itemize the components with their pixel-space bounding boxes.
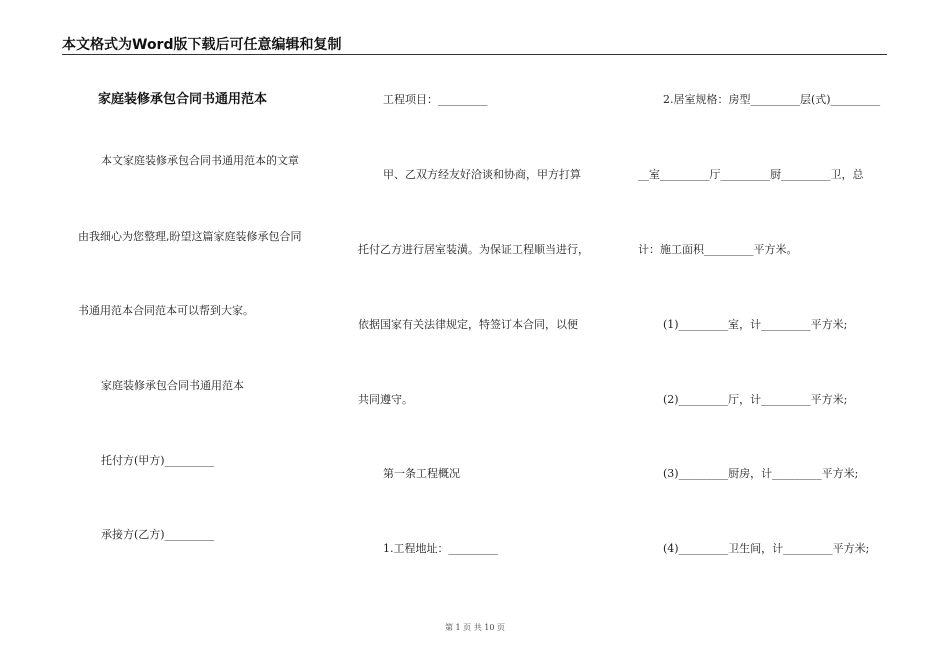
party-a-line: 托付方(甲方)_________ bbox=[101, 454, 215, 467]
document-header: 本文格式为Word版下载后可任意编辑和复制 bbox=[62, 37, 342, 53]
paragraph-line-1: 甲、乙双方经友好洽谈和协商，甲方打算 bbox=[383, 168, 581, 181]
address-line: 1.工程地址：_________ bbox=[383, 542, 498, 555]
project-line: 工程项目：_________ bbox=[383, 93, 488, 106]
page-number: 第 1 页 共 10 页 bbox=[445, 623, 505, 632]
area-item-2: (2)_________厅，计_________平方米; bbox=[663, 393, 848, 406]
party-b-line: 承接方(乙方)_________ bbox=[101, 528, 215, 541]
paragraph-line-4: 共同遵守。 bbox=[358, 393, 413, 406]
room-spec-line: 2.居室规格：房型_________层(式)_________ bbox=[663, 93, 881, 106]
total-area-line: 计：施工面积_________平方米。 bbox=[638, 243, 798, 256]
room-count-line: __室_________厅_________厨_________卫，总 bbox=[638, 168, 864, 181]
paragraph-line-3: 依据国家有关法律规定，特签订本合同，以便 bbox=[358, 318, 578, 331]
section-heading-1: 第一条工程概况 bbox=[383, 467, 460, 480]
area-item-3: (3)_________厨房，计_________平方米; bbox=[663, 467, 859, 480]
header-divider bbox=[62, 54, 887, 55]
area-item-1: (1)_________室，计_________平方米; bbox=[663, 318, 848, 331]
paragraph-line-2: 托付乙方进行居室装潢。为保证工程顺当进行， bbox=[358, 243, 589, 256]
intro-line-2: 由我细心为您整理,盼望这篇家庭装修承包合同 bbox=[78, 230, 302, 243]
area-item-4: (4)_________卫生间，计_________平方米; bbox=[663, 542, 870, 555]
document-title: 家庭装修承包合同书通用范本 bbox=[98, 92, 268, 107]
intro-line-1: 本文家庭装修承包合同书通用范本的文章 bbox=[101, 154, 299, 167]
intro-line-3: 书通用范本合同范本可以帮到大家。 bbox=[78, 304, 254, 317]
contract-subtitle: 家庭装修承包合同书通用范本 bbox=[101, 379, 244, 392]
